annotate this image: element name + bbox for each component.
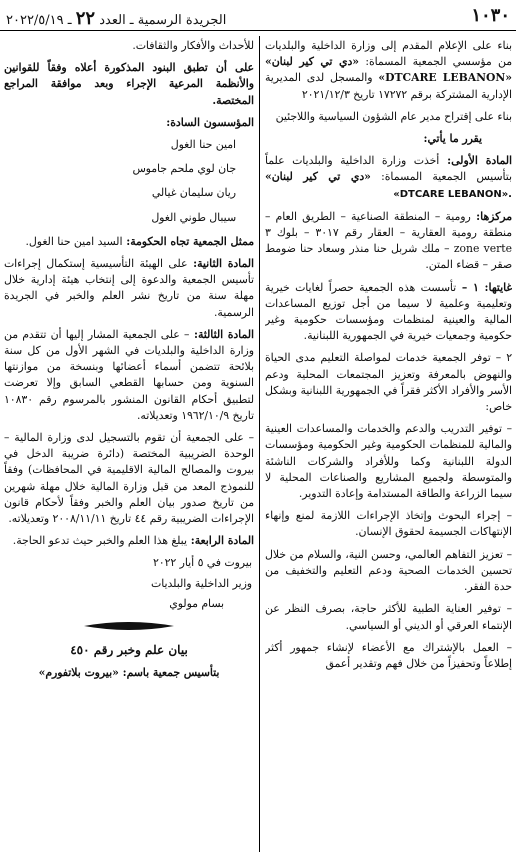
founder-name: امين حنا الغول [170,138,236,152]
place-date: بيروت في ٥ أيار ٢٠٢٢ [152,556,252,570]
page-number: ١٠٣٠ [471,5,510,26]
founder-name: ريان سليمان غيالي [151,186,236,200]
minister-title: وزير الداخلية والبلديات [151,576,252,590]
decides-heading: يقرر ما يأتي: [423,132,482,146]
aim-item: – تعزيز التفاهم العالمي، وحسن النية، والسلام من خلال تحسين الخدمات الصحية ودعم التعليم والتخفيف من حدة الفقر. [265,547,512,594]
page-header [0,0,516,31]
article-4-text: يبلغ هذا العلم والخبر حيث تدعو الحاجة. [12,534,187,548]
article-3 [4,327,254,424]
aims-text: تأسست هذه الجمعية حصراً لغايات خيرية وتعليمية وعلمية لا سيما من أجل توزيع المساعدات المالية والعينية لمنظمات ومؤسسات حكومية وغير حكومية وجمعيات خيرية في الجمهورية اللبنانية. [265,280,512,343]
next-notice-subtitle: بتأسيس جمعية باسم: «بيروت بلاتفورم» [38,665,220,679]
signature-block [4,555,254,612]
continuation-paragraph: للأحداث والأفكار والثقافات. [132,39,254,52]
intro-text: بناء على الإعلام المقدم إلى وزارة الداخلية والبلديات من مؤسسي الجمعية المسماة: [265,39,512,69]
aims-label: غايتها: ١ – [456,280,512,294]
next-notice-title: بيان علم وخبر رقم ٤٥٠ [70,643,188,658]
right-column [265,38,512,852]
ornament-divider-icon [84,621,174,631]
issue-date: ـ ٢٠٢٢/٥/١٩ [6,13,72,28]
headquarters-text: رومية – المنطقة الصناعية – الطريق العام – منطقة رومية العقارية – العقار رقم ٣٠١٧ – بلوك ٣ zone verte – ملك شربل حنا منذر وسعاد حنا ضومط صقر – قضاء المتن. [265,209,512,272]
representative-text: السيد امين حنا الغول. [25,234,123,248]
representative-paragraph [4,234,254,250]
column-divider [259,36,260,852]
aim-item: – العمل بالإشتراك مع الأعضاء لإنشاء جمهور أكثر إطلاعاً وتحفيزاً من خلال فهم وتقدير أعمق [265,640,512,670]
proposal-paragraph: بناء على إقتراح مدير عام الشؤون السياسية واللاجئين [275,109,512,123]
article-1 [265,153,512,203]
running-head [6,8,226,29]
article-2-label: المادة الثانية: [187,257,254,271]
founders-heading: المؤسسون السادة: [166,115,254,129]
issue-number: ٢٢ [75,8,96,29]
left-column [4,38,254,852]
article-1-label: المادة الأولى: [439,154,512,168]
aim-item: – إجراء البحوث وإتخاذ الإجراءات اللازمة لمنع وإنهاء الإنتهاكات الجسيمة لحقوق الإنسان. [265,509,512,539]
representative-label: ممثل الجمعية تجاه الحكومة: [122,234,254,248]
aim-item: – توفير العناية الطبية للأكثر حاجة، بصرف النظر عن الإنتماء العرقي أو الديني أو السياسي. [265,602,512,632]
article-3-tax: – على الجمعية أن تقوم بالتسجيل لدى وزارة المالية – الوحدة الضريبية المختصة (دائرة ضريبة الدخل في بيروت والمصالح المالية الاقليمية في المحافظات) وفقاً للنموذج المعد من قبل وزارة المالية خلال مهلة شهرين من تاريخ صدور بيان العلم والخبر وفقاً لأحكام قانون الإجراءات الضريبية رقم ٤٤ تاريخ ٢٠٠٨/١١/١١ وتعديلاته. [4,431,254,526]
intro-paragraph [265,38,512,103]
article-4-label: المادة الرابعة: [186,534,254,548]
article-2 [4,256,254,321]
section-ornament [4,620,254,636]
headquarters-label: مركزها: [470,209,512,223]
article-3-label: المادة الثالثة: [189,327,254,341]
article-1-name-ar: «دي تي كير لبنان» [265,170,371,184]
founder-name: سيبال طوني الغول [151,210,236,224]
headquarters-paragraph [265,209,512,274]
association-name: «دي تي كير لبنان» «DTCARE LEBANON» [265,55,512,85]
article-3-text: – على الجمعية المشار إليها أن تتقدم من وزارة الداخلية والبلديات في الشهر الأول من كل سنة بلائحة تتضمن أسماء أعضائها وبنسخة من موازنتها السنوية ومن حسابها القطعي السابق وإلا تعرضت لتطبيق أحكام القانون المنشور بالمرسوم رقم ١٠٨٣٠ تاريخ ١٩٦٢/١٠/٩ وتعديلاته. [4,327,254,422]
article-2-text: على الهيئة التأسيسية إستكمال إجراءات تأسيس الجمعية والدعوة إلى إنتخاب هيئة إدارية خلال مهلة سنة من تاريخ نشر العلم والخبر في الجريدة الرسمية. [4,257,254,319]
article-1-text: أخذت وزارة الداخلية والبلديات علماً بتأسيس الجمعية المسماة: [265,154,512,184]
gazette-name: الجريدة الرسمية ـ العدد [99,13,227,28]
compliance-note: على أن تطبق البنود المذكورة أعلاه وفقاً للقوانين والأنظمة المرعية الإجراء وبعد موافقة المراجع المختصة. [4,61,254,107]
founder-name: جان لوي ملحم جاموس [132,162,236,176]
registration-text: والمسجل لدى المديرية الإدارية المشتركة برقم ١٧٢٧٢ تاريخ ٢٠٢١/١٢/٣ [265,71,512,101]
aims-paragraph [265,280,512,345]
founders-list [4,137,254,226]
article-1-name-latin: «DTCARE LEBANON». [393,188,512,200]
aim-item: – توفير التدريب والدعم والخدمات والمساعدات العينية والمالية للمنظمات الحكومية وغير الحكومية ومؤسسات الدولة اللبنانية وكما وللأفراد والشركات الناشئة والمتوسطة ولجميع المشاريع والصناعات المحلية لا سيما الزراعة والطاقة المستدامة وإعادة التدوير. [265,422,512,501]
aims-2-paragraph: ٢ – توفر الجمعية خدمات لمواصلة التعليم مدى الحياة والنهوض بالمعرفة وتعزيز المجتمعات المحلية ودعم الأسر والأفراد الأكثر فقراً في الجمهورية اللبنانية وبشكل خاص: [265,351,512,414]
article-4 [4,533,254,549]
minister-name: بسام مولوي [169,596,224,610]
